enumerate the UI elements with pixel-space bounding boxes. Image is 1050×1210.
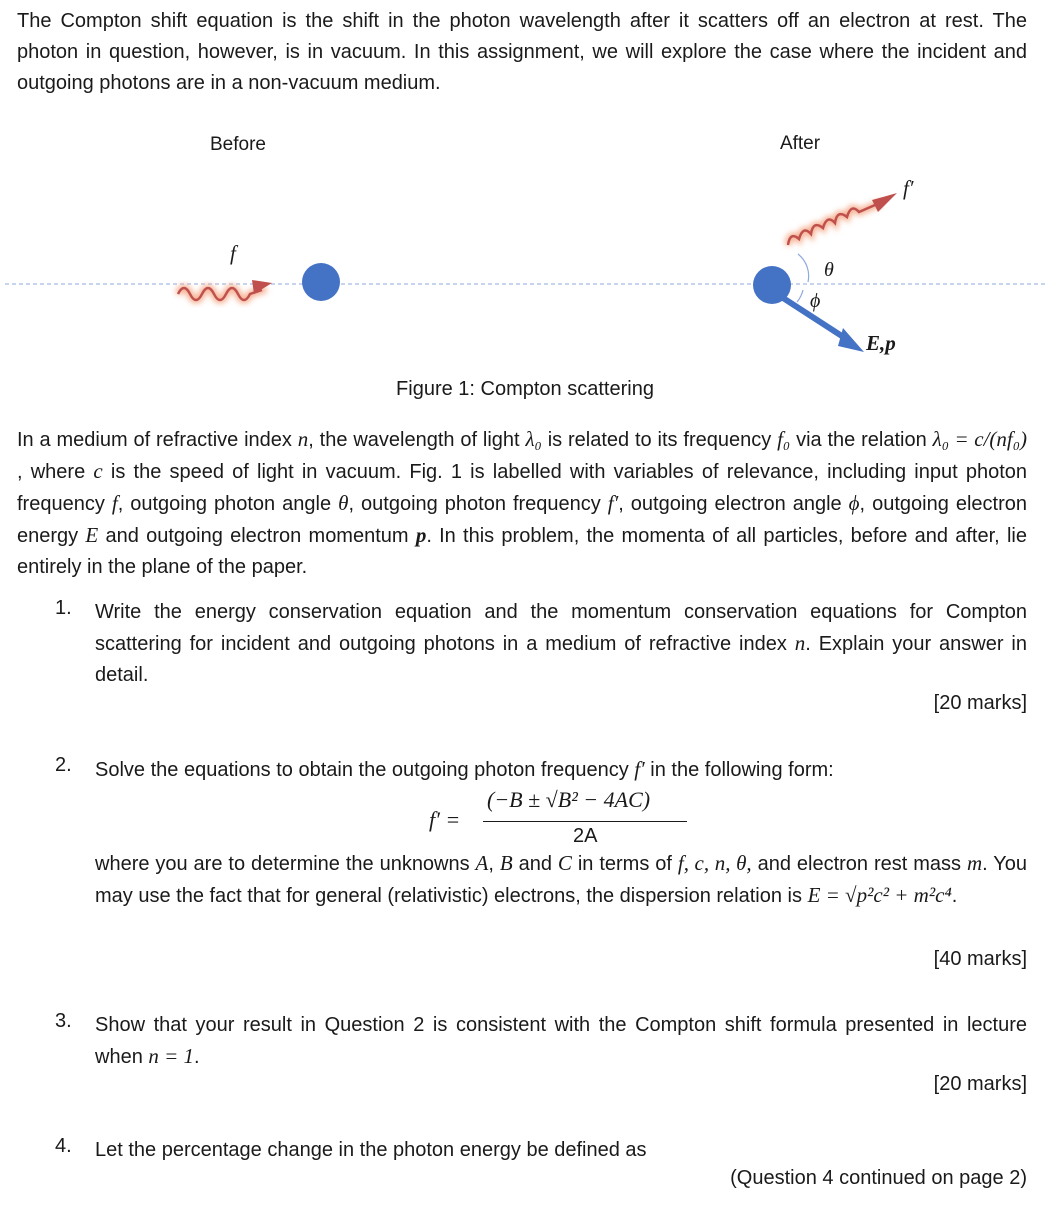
electron-arrow-head <box>838 328 864 352</box>
f-prime-label: f′ <box>903 176 914 200</box>
phi-label: ϕ <box>810 290 821 312</box>
question-2-intro: Solve the equations to obtain the outgoing photon frequency f′ in the following form: <box>95 757 834 781</box>
definitions-paragraph: In a medium of refractive index n, the wavelength of light λ₀ is related to its frequency f₀ via the relation λ₀ = c/(nf₀) , where c is the speed of light in vacuum. Fig. 1 is labelled with variables of relevance, including input photon frequency f, outgoing photon angle θ, outgoing photon frequency f′, outgoing electron angle ϕ, outgoing electron energy E and outgoing electron momentum p. In this problem, the momenta of all particles, before and after, lie entirely in the plane of the paper. <box>17 427 1028 578</box>
formula-numerator: (−B ± √B² − 4AC) <box>487 787 651 812</box>
question-3-number: 3. <box>55 1010 72 1032</box>
continued-note: (Question 4 continued on page 2) <box>730 1167 1027 1189</box>
compton-scattering-figure <box>0 120 1050 370</box>
electron-before <box>302 263 340 301</box>
f-label: f <box>230 241 236 265</box>
question-1-number: 1. <box>55 597 72 619</box>
phi-arc <box>797 290 803 302</box>
theta-arc <box>798 254 809 282</box>
formula-denominator: 2A <box>573 825 598 847</box>
intro-paragraph: The Compton shift equation is the shift in the photon wavelength after it scatters off an electron at rest. The photon in question, however, is in vacuum. In this assignment, we will explore the case where the incident and outgoing photons are in a non-vacuum medium. <box>17 10 1027 94</box>
question-3-marks: [20 marks] <box>933 1073 1027 1095</box>
theta-label: θ <box>824 259 834 281</box>
question-2-text: where you are to determine the unknowns A, B and C in terms of f, c, n, θ, and electron rest mass m. You may use the fact that for general (relativistic) electrons, the dispersion relation is E = √p²c² + m²c⁴. <box>95 851 1027 907</box>
figure-caption: Figure 1: Compton scattering <box>396 378 654 400</box>
incident-photon <box>178 280 272 300</box>
f-prime-formula <box>425 785 705 855</box>
question-4-text: Let the percentage change in the photon energy be defined as <box>95 1139 647 1161</box>
question-1-text: Write the energy conservation equation and the momentum conservation equations for Compton scattering for incident and outgoing photons in a medium of refractive index n. Explain your answer in detail. <box>95 601 1027 686</box>
dispersion-relation: E = √p²c² + m²c⁴ <box>807 883 952 907</box>
question-2-marks: [40 marks] <box>933 948 1027 970</box>
before-label: Before <box>210 134 266 155</box>
after-label: After <box>779 133 821 154</box>
fraction-bar <box>483 821 687 822</box>
question-4-number: 4. <box>55 1135 72 1157</box>
formula-lhs: f′ = <box>429 807 461 832</box>
question-2-number: 2. <box>55 754 72 776</box>
outgoing-photon <box>788 193 897 245</box>
wavelength-relation: λ₀ = c/(nf₀) <box>932 427 1028 451</box>
question-3-text: Show that your result in Question 2 is consistent with the Compton shift formula presented in lecture when n = 1. <box>95 1014 1027 1068</box>
ep-label: E,p <box>866 331 896 355</box>
question-1-marks: [20 marks] <box>933 692 1027 714</box>
